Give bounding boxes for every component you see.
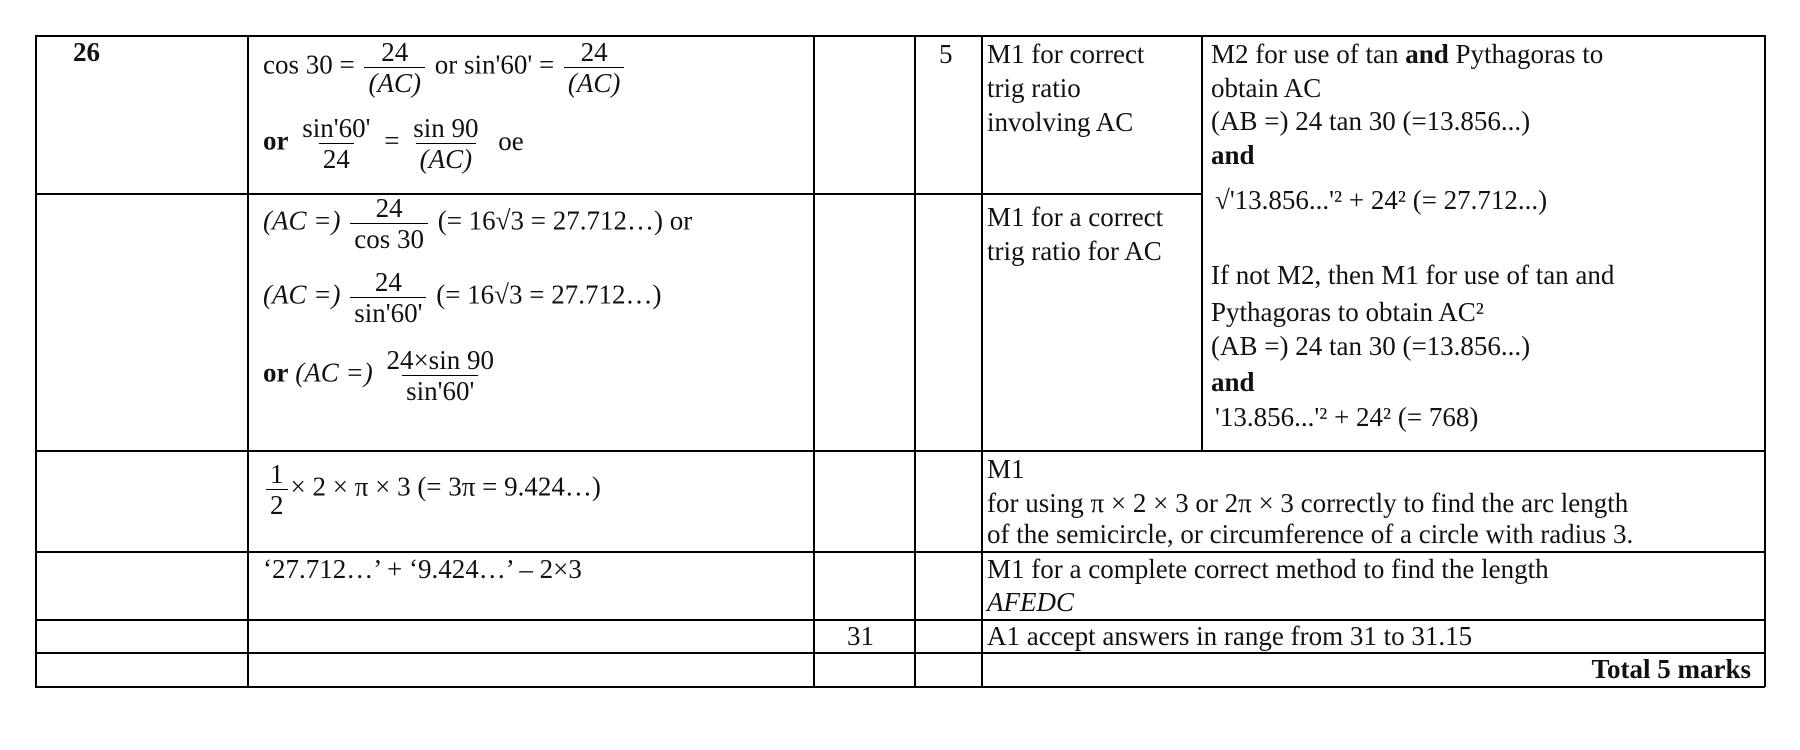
- fraction-24sin90-over-sin60: $\frac{24\times\sin 90}{\sin'60'}$: [386, 345, 494, 406]
- working-r2-line2: (AC =) $\frac{24}{\sin'60'}$ (= 16√3 = 27.712…): [263, 267, 662, 328]
- or-text: or: [434, 49, 458, 80]
- mark-scheme-table: [35, 35, 1765, 717]
- fraction-one-half: $\frac{1}{2}$: [266, 459, 288, 520]
- working-r3: $\frac{1}{2}$ × 2 × π × 3 (= 3π = 9.424…): [263, 459, 601, 520]
- note-m1-line7: Pythagoras to obtain AC²: [1211, 297, 1484, 327]
- note-r5: A1 accept answers in range from 31 to 31.15: [987, 621, 1473, 651]
- note-r4-line2: AFEDC: [987, 587, 1074, 617]
- mark-total: 5: [939, 39, 953, 69]
- rule-r4: [35, 619, 1765, 621]
- working-r2-line3: or (AC =) $\frac{24\times\sin 90}{\sin'60'}$: [263, 345, 501, 406]
- rule-col2: [813, 35, 815, 687]
- rule-left: [35, 35, 37, 687]
- fraction-24-over-sin60: $\frac{24}{\sin'60'}$: [350, 267, 426, 328]
- rule-col5: [1201, 35, 1203, 451]
- rule-right: [1764, 35, 1766, 687]
- rule-bottom: [35, 686, 1765, 688]
- note-m2-line2: obtain AC: [1211, 73, 1322, 103]
- note-m1-and2: and: [1211, 367, 1255, 397]
- fraction-sin90-over-ac: $\frac{\sin 90}{(AC)}$: [413, 113, 479, 174]
- note-r3-line1: M1: [987, 454, 1025, 484]
- note-m2-line5: √'13.856...'² + 24² (= 27.712...): [1215, 185, 1548, 215]
- note-r1: M1 for correct trig ratio involving AC: [987, 39, 1145, 137]
- cos30-text: cos 30 =: [263, 49, 355, 80]
- note-r3-line3: of the semicircle, or circumference of a circle with radius 3.: [987, 519, 1634, 549]
- note-m2-line1: M2 for use of tan and Pythagoras to: [1211, 39, 1604, 69]
- working-r1-line2: or $\frac{\sin'60'}{24}$ = $\frac{\sin 90}{(AC)}$ oe: [263, 113, 524, 174]
- answer-value: 31: [847, 621, 874, 651]
- oe-text: oe: [498, 125, 524, 156]
- note-m1-line10: '13.856...'² + 24² (= 768): [1215, 402, 1479, 432]
- sin60-text: sin'60' =: [463, 49, 555, 80]
- fraction-24-over-ac-2: $\frac{24}{(AC)}$: [564, 37, 624, 98]
- note-r4-line1: M1 for a complete correct method to find the length: [987, 554, 1549, 584]
- note-m2-and1: and: [1211, 140, 1255, 170]
- fraction-24-over-ac: $\frac{24}{(AC)}$: [364, 37, 424, 98]
- fraction-24-over-cos30: $\frac{24}{\cos 30}$: [350, 193, 428, 254]
- working-r2-line1: (AC =) $\frac{24}{\cos 30}$ (= 16√3 = 27.712…) or: [263, 193, 693, 254]
- total-marks: Total 5 marks: [1591, 654, 1751, 684]
- note-m1-line8: (AB =) 24 tan 30 (=13.856...): [1211, 331, 1531, 361]
- question-number: 26: [73, 37, 100, 67]
- rule-col3: [914, 35, 916, 687]
- rule-r5: [35, 652, 1765, 654]
- note-r3-line2: for using π × 2 × 3 or 2π × 3 correctly to find the arc length: [987, 488, 1629, 518]
- working-r4: ‘27.712…’ + ‘9.424…’ – 2×3: [263, 554, 582, 584]
- fraction-sin60-over-24: $\frac{\sin'60'}{24}$: [302, 113, 371, 174]
- working-r1-line1: [263, 37, 627, 98]
- rule-r2: [35, 450, 1765, 452]
- rule-col4: [981, 35, 983, 687]
- note-m2-line3: (AB =) 24 tan 30 (=13.856...): [1211, 106, 1531, 136]
- rule-r1-notes: [979, 193, 1201, 195]
- note-r2: M1 for a correct trig ratio for AC: [987, 202, 1164, 266]
- or-bold-text: or: [263, 125, 289, 156]
- note-m1-line6: If not M2, then M1 for use of tan and: [1211, 260, 1615, 290]
- rule-col1: [247, 35, 249, 687]
